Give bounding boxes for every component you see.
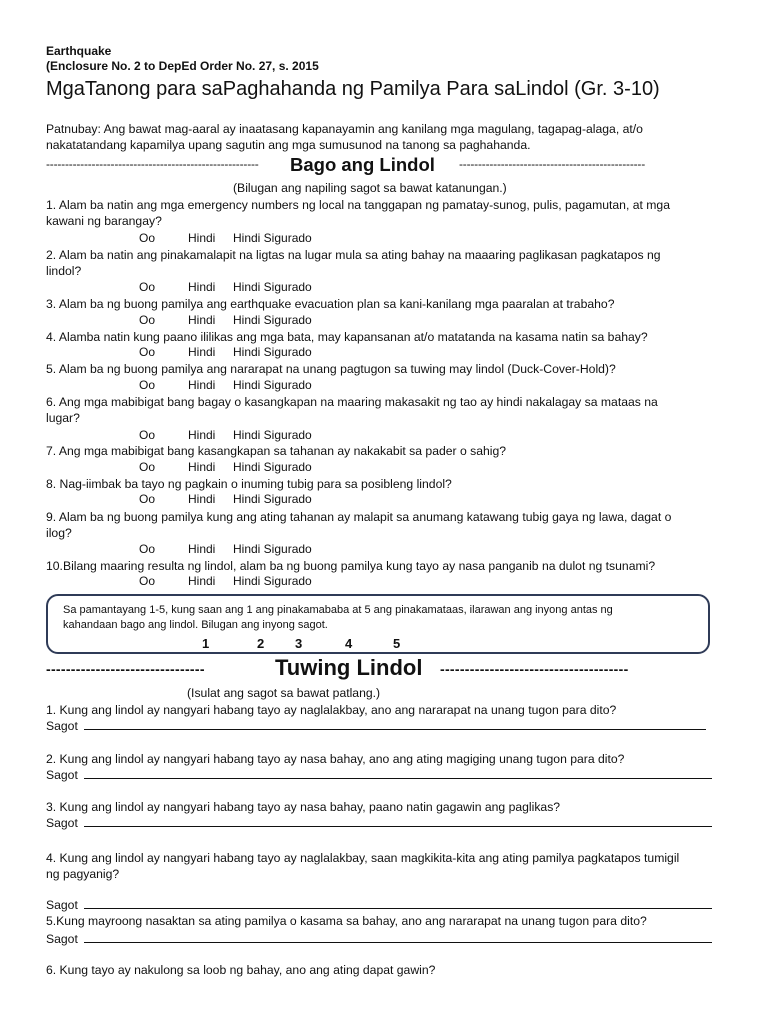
q7-line1: 7. Ang mga mabibigat bang kasangkapan sa tahanan ay nakakabit sa pader o sahig? [46,444,507,458]
option-hindi[interactable]: Hindi [188,428,216,442]
answer-blank[interactable] [84,931,712,943]
option-hindi-sigurado[interactable]: Hindi Sigurado [233,280,312,294]
q6-line2: lugar? [46,411,80,425]
answer-label: Sagot [46,898,78,912]
t5-line1: 5.Kung mayroong nasaktan sa ating pamilya o kasama sa bahay, ano ang nararapat na unang tugon para dito? [46,914,647,928]
answer-label: Sagot [46,719,78,733]
q9-line1: 9. Alam ba ng buong pamilya kung ang ating tahanan ay malapit sa anumang katawang tubig gaya ng lawa, dagat o [46,510,672,524]
q9-line2: ilog? [46,526,72,540]
answer-blank[interactable] [84,897,712,909]
option-hindi-sigurado[interactable]: Hindi Sigurado [233,313,312,327]
q1-line1: 1. Alam ba natin ang mga emergency numbers ng local na tanggapan ng pamatay-sunog, pulis, pagamutan, at mga [46,198,670,212]
section2-title: Tuwing Lindol [275,655,423,680]
answer-blank[interactable] [84,718,706,730]
option-hindi[interactable]: Hindi [188,231,216,245]
option-hindi-sigurado[interactable]: Hindi Sigurado [233,345,312,359]
section1-subtitle: (Bilugan ang napiling sagot sa bawat katanungan.) [233,181,507,195]
option-hindi-sigurado[interactable]: Hindi Sigurado [233,428,312,442]
rating-option-4[interactable]: 4 [345,636,353,651]
header-line2: (Enclosure No. 2 to DepEd Order No. 27, s. 2015 [46,59,319,73]
t1-line1: 1. Kung ang lindol ay nangyari habang tayo ay naglalakbay, ano ang nararapat na unang tugon para dito? [46,703,617,717]
rating-option-2[interactable]: 2 [257,636,265,651]
answer-label: Sagot [46,932,78,946]
t4-answer-row [46,897,712,913]
instructions-line1: Patnubay: Ang bawat mag-aaral ay inaatasang kapanayamin ang kanilang mga magulang, tagapag-alaga, at/o [46,122,643,136]
option-hindi[interactable]: Hindi [188,542,216,556]
section1-title: Bago ang Lindol [290,154,435,175]
t4-line1: 4. Kung ang lindol ay nangyari habang tayo ay naglalakbay, saan magkikita-kita ang ating pamilya pagkatapos tumigil [46,851,680,865]
rating-option-1[interactable]: 1 [202,636,210,651]
t4-line2: ng pagyanig? [46,867,120,881]
option-hindi[interactable]: Hindi [188,574,216,588]
header-line1: Earthquake [46,44,112,58]
option-hindi[interactable]: Hindi [188,460,216,474]
option-oo[interactable]: Oo [139,428,156,442]
option-oo[interactable]: Oo [139,280,156,294]
option-hindi-sigurado[interactable]: Hindi Sigurado [233,378,312,392]
q6-line1: 6. Ang mga mabibigat bang bagay o kasangkapan na maaring makasakit ng tao ay hindi nakalagay sa mataas na [46,395,658,409]
option-oo[interactable]: Oo [139,378,156,392]
answer-blank[interactable] [84,815,712,827]
option-hindi[interactable]: Hindi [188,280,216,294]
t5-answer-row [46,931,712,947]
t3-line1: 3. Kung ang lindol ay nangyari habang tayo ay nasa bahay, paano natin gagawin ang paglikas? [46,800,561,814]
t3-answer-row [46,815,712,831]
q5-line1: 5. Alam ba ng buong pamilya ang nararapat na unang pagtugon sa tuwing may lindol (Duck-Cover-Hold)? [46,362,616,376]
option-hindi-sigurado[interactable]: Hindi Sigurado [233,542,312,556]
q10-line1: 10.Bilang maaring resulta ng lindol, alam ba ng buong pamilya kung tayo ay nasa panganib na dulot ng tsunami? [46,559,656,573]
rating-option-5[interactable]: 5 [393,636,401,651]
answer-blank[interactable] [84,767,712,779]
rating-line2: kahandaan bago ang lindol. Bilugan ang inyong sagot. [63,619,328,631]
q3-line1: 3. Alam ba ng buong pamilya ang earthquake evacuation plan sa kani-kanilang mga paaralan at trabaho? [46,297,615,311]
q1-line2: kawani ng barangay? [46,214,162,228]
option-hindi[interactable]: Hindi [188,345,216,359]
section2-subtitle: (Isulat ang sagot sa bawat patlang.) [187,686,381,700]
option-oo[interactable]: Oo [139,542,156,556]
option-oo[interactable]: Oo [139,574,156,588]
q2-line2: lindol? [46,264,82,278]
option-oo[interactable]: Oo [139,460,156,474]
option-hindi-sigurado[interactable]: Hindi Sigurado [233,492,312,506]
rating-line1: Sa pamantayang 1-5, kung saan ang 1 ang pinakamababa at 5 ang pinakamataas, ilarawan ang inyong antas ng [63,604,613,616]
option-oo[interactable]: Oo [139,492,156,506]
option-hindi-sigurado[interactable]: Hindi Sigurado [233,460,312,474]
option-hindi[interactable]: Hindi [188,378,216,392]
t6-line1: 6. Kung tayo ay nakulong sa loob ng bahay, ano ang ating dapat gawin? [46,963,436,977]
q4-line1: 4. Alamba natin kung paano ililikas ang mga bata, may kapansanan at/o matatanda na kasama natin sa bahay? [46,330,648,344]
instructions-line2: nakatatandang kapamilya upang sagutin ang mga sumusunod na tanong sa paghahanda. [46,138,531,152]
section2-right-dashes: -------------------------------------- [440,661,629,677]
page-title: MgaTanong para saPaghahanda ng Pamilya Para saLindol (Gr. 3-10) [46,78,660,100]
answer-label: Sagot [46,768,78,782]
option-oo[interactable]: Oo [139,313,156,327]
answer-label: Sagot [46,816,78,830]
q2-line1: 2. Alam ba natin ang pinakamalapit na ligtas na lugar mula sa ating bahay na maaaring paglikasan pagkatapos ng [46,248,661,262]
t2-line1: 2. Kung ang lindol ay nangyari habang tayo ay nasa bahay, ano ang ating magiging unang tugon para dito? [46,752,625,766]
option-hindi-sigurado[interactable]: Hindi Sigurado [233,231,312,245]
section1-left-dashes: -------------------------------------------------------- [46,157,259,171]
rating-option-3[interactable]: 3 [295,636,303,651]
section1-right-dashes: ------------------------------------------------- [459,157,646,171]
option-oo[interactable]: Oo [139,231,156,245]
option-hindi[interactable]: Hindi [188,313,216,327]
option-hindi-sigurado[interactable]: Hindi Sigurado [233,574,312,588]
t1-answer-row [46,718,706,734]
q8-line1: 8. Nag-iimbak ba tayo ng pagkain o inuming tubig para sa posibleng lindol? [46,477,452,491]
section2-left-dashes: -------------------------------- [46,661,205,677]
option-hindi[interactable]: Hindi [188,492,216,506]
t2-answer-row [46,767,712,783]
option-oo[interactable]: Oo [139,345,156,359]
